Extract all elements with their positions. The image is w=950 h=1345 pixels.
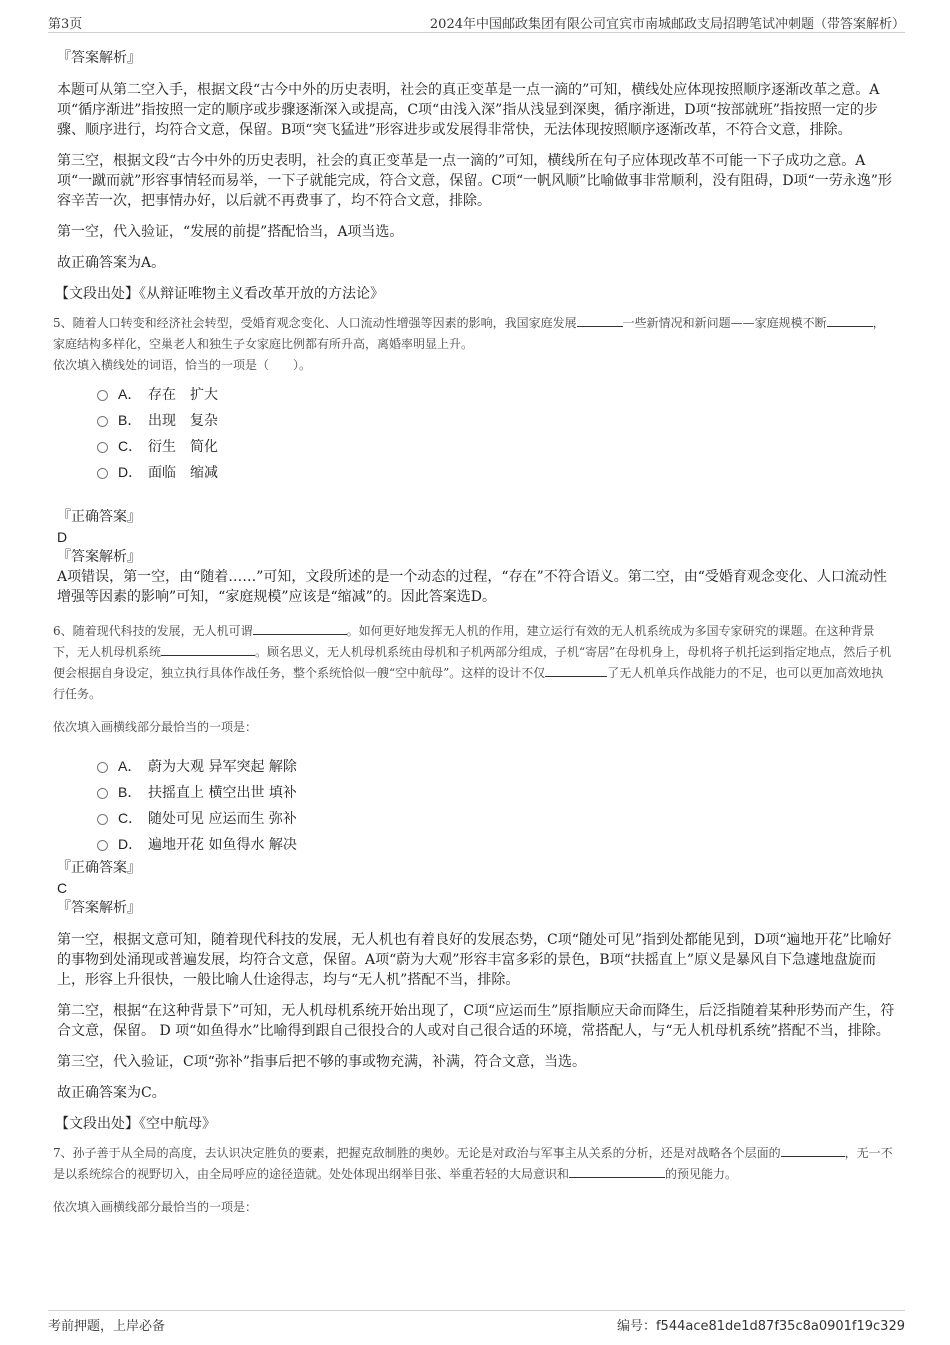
page-footer bbox=[48, 1310, 905, 1335]
document-body bbox=[53, 48, 895, 1218]
q7-stem: 7、孙子善于从全局的高度，去认识决定胜负的要素，把握克敌制胜的奥妙。无论是对政治与军事主从关系的分析，还是对战略各个层面的 ，无一不是以系统综合的视野切入，由全局呼应的途径造就。处处体现出纲举目张、举重若轻的大局意识和 的预见能力。 bbox=[53, 1143, 895, 1185]
radio-icon[interactable] bbox=[97, 390, 108, 401]
q6-stem: 6、随着现代科技的发展，无人机可谓 。如何更好地发挥无人机的作用，建立运行有效的无人机系统成为多国专家研究的课题。在这种背景下，无人机母机系统 。顾名思义，无人机母机系统由母机和子机两部分组成，子机“寄居”在母机身上，母机将子机托运到指定地点，然后子机便会根据自身设定，独立执行具体作战任务，整个系统恰似一艘“空中航母”。这样的设计不仅 了无人机单兵作战能力的不足，也可以更加高效地执行任务。 bbox=[53, 621, 895, 705]
q5-option-a[interactable]: A． 存在 扩大 bbox=[97, 381, 895, 407]
q6-correct-label: 『正确答案』 bbox=[57, 860, 141, 876]
radio-icon[interactable] bbox=[97, 762, 108, 773]
q5-analysis-label: 『答案解析』 bbox=[57, 549, 141, 565]
q6-blank-3 bbox=[545, 663, 607, 677]
q4-analysis-para3: 第一空，代入验证，“发展的前提”搭配恰当，A项当选。 bbox=[57, 224, 404, 240]
q5-prompt: 依次填入横线处的词语，恰当的一项是（ ）。 bbox=[53, 358, 312, 372]
q5-option-b[interactable]: B． 出现 复杂 bbox=[97, 407, 895, 433]
q6-blank-1 bbox=[253, 621, 347, 635]
page-number: 第3页 bbox=[48, 17, 83, 32]
q5-options bbox=[97, 381, 895, 485]
q5-analysis: A项错误，第一空，由“随着……”可知，文段所述的是一个动态的过程，“存在”不符合语义。第二空，由“受婚育观念变化、人口流动性增强等因素的影响”可知，“家庭规模”应该是“缩减”的。因此答案选D。 bbox=[57, 569, 887, 605]
q4-analysis-para4: 故正确答案为A。 bbox=[57, 255, 166, 271]
q6-analysis-para3: 第三空，代入验证，C项“弥补”指事后把不够的事或物充满，补满，符合文意，当选。 bbox=[57, 1054, 587, 1070]
q6-option-d[interactable]: D． 遍地开花 如鱼得水 解决 bbox=[97, 831, 895, 857]
q5-blank-2 bbox=[827, 313, 873, 327]
q7-blank-2 bbox=[569, 1164, 665, 1178]
q6-option-c[interactable]: C． 随处可见 应运而生 弥补 bbox=[97, 805, 895, 831]
radio-icon[interactable] bbox=[97, 442, 108, 453]
footer-code: 编号：f544ace81de1d87f35c8a0901f19c329 bbox=[616, 1319, 905, 1334]
q4-analysis-para2: 第三空，根据文段“古今中外的历史表明，社会的真正变革是一点一滴的”可知，横线所在句子应体现改革不可能一下子成功之意。A项“一蹴而就”形容事情轻而易举，一下子就能完成，符合文意，保留。C项“一帆风顺”比喻做事非常顺利，没有阻碍，D项“一劳永逸”形容辛苦一次，把事情办好，以后就不再费事了，均不符合文意，排除。 bbox=[57, 153, 892, 209]
q7-blank-1 bbox=[781, 1143, 845, 1157]
q6-analysis-label: 『答案解析』 bbox=[57, 900, 141, 916]
footer-slogan: 考前押题，上岸必备 bbox=[48, 1319, 166, 1334]
q4-source: 【文段出处】《从辩证唯物主义看改革开放的方法论》 bbox=[55, 286, 384, 302]
radio-icon[interactable] bbox=[97, 416, 108, 427]
radio-icon[interactable] bbox=[97, 814, 108, 825]
q5-stem-part1: 5、随着人口转变和经济社会转型，受婚育观念变化、人口流动性增强等因素的影响，我国家庭发展 bbox=[53, 316, 577, 330]
q6-analysis-para2: 第二空，根据“在这种背景下”可知，无人机母机系统开始出现了，C项“应运而生”原指顺应天命而降生，后泛指随着某种形势而产生，符合文意，保留。 D 项“如鱼得水”比喻得到跟自己很投合的人或对自己很合适的环境，常搭配人，与“无人机母机系统”搭配不当，排除。 bbox=[57, 1003, 895, 1039]
q5-correct-label: 『正确答案』 bbox=[57, 509, 141, 525]
q5-stem bbox=[53, 313, 895, 355]
q6-option-a[interactable]: A． 蔚为大观 异军突起 解除 bbox=[97, 753, 895, 779]
q6-prompt: 依次填入画横线部分最恰当的一项是： bbox=[53, 720, 258, 734]
radio-icon[interactable] bbox=[97, 788, 108, 799]
q6-blank-2 bbox=[161, 642, 255, 656]
q5-stem-part2: 一些新情况和新问题——家庭规模不断 bbox=[622, 316, 827, 330]
q5-correct-answer: D bbox=[57, 529, 68, 545]
q6-source: 【文段出处】《空中航母》 bbox=[55, 1116, 216, 1132]
q7-prompt: 依次填入画横线部分最恰当的一项是： bbox=[53, 1200, 258, 1214]
q6-analysis-para1: 第一空，根据文意可知，随着现代科技的发展，无人机也有着良好的发展态势，C项“随处可见”指到处都能见到，D项“遍地开花”比喻好的事物到处涌现或普遍发展，均符合文意，保留。A项“蔚为大观”形容丰富多彩的景色，B项“扶摇直上”原义是暴风自下急遽地盘旋而上，形容上升很快，一般比喻人仕途得志，均与“无人机”搭配不当，排除。 bbox=[57, 932, 892, 988]
document-title: 2024年中国邮政集团有限公司宜宾市南城邮政支局招聘笔试冲刺题（带答案解析） bbox=[429, 17, 905, 32]
q5-stem-part3: ，家庭结构多样化，空巢老人和独生子女家庭比例都有所升高，离婚率明显上升。 bbox=[53, 316, 885, 351]
q5-option-c[interactable]: C． 衍生 简化 bbox=[97, 433, 895, 459]
q4-analysis-label: 『答案解析』 bbox=[57, 50, 141, 66]
radio-icon[interactable] bbox=[97, 840, 108, 851]
q6-options bbox=[97, 753, 895, 857]
radio-icon[interactable] bbox=[97, 468, 108, 479]
q4-analysis-para1: 本题可从第二空入手，根据文段“古今中外的历史表明，社会的真正变革是一点一滴的”可知，横线处应体现按照顺序逐渐改革之意。A项“循序渐进”指按照一定的顺序或步骤逐渐深入或提高，C项“由浅入深”指从浅显到深奥，循序渐进，D项“按部就班”指按照一定的步骤、顺序进行，均符合文意，保留。B项“突飞猛进”形容进步或发展得非常快，无法体现按照顺序逐渐改革，不符合文意，排除。 bbox=[57, 82, 880, 138]
q6-analysis-para4: 故正确答案为C。 bbox=[57, 1085, 166, 1101]
q6-correct-answer: C bbox=[57, 880, 68, 896]
q6-option-b[interactable]: B． 扶摇直上 横空出世 填补 bbox=[97, 779, 895, 805]
q5-option-d[interactable]: D． 面临 缩减 bbox=[97, 459, 895, 485]
q5-blank-1 bbox=[577, 313, 623, 327]
page-header bbox=[48, 10, 905, 33]
